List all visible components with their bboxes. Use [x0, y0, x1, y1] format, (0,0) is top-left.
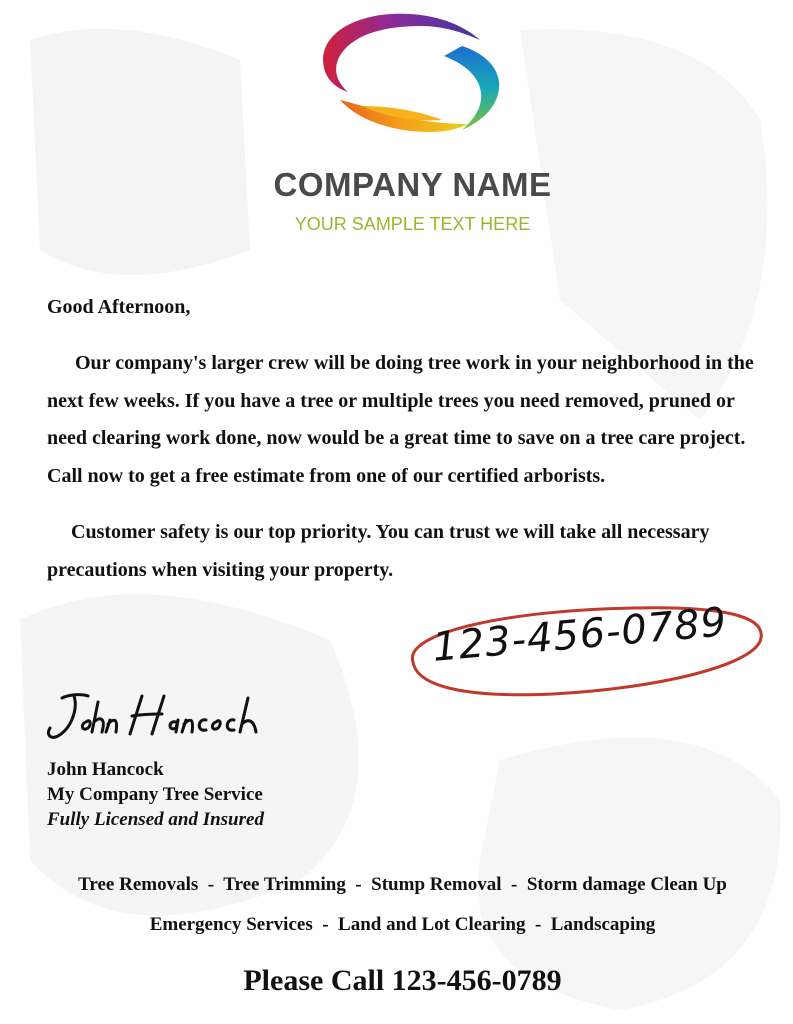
services-line-2: Emergency Services - Land and Lot Clearing - Landscaping [149, 914, 656, 935]
signer-name: John Hancock [47, 759, 164, 780]
signature-block [47, 757, 264, 832]
signer-credential: Fully Licensed and Insured [47, 809, 264, 830]
company-tagline: YOUR SAMPLE TEXT HERE [294, 214, 531, 234]
handwritten-signature [44, 688, 259, 743]
signer-company: My Company Tree Service [47, 784, 263, 805]
greeting: Good Afternoon, [47, 296, 191, 318]
letter-paragraph-2: Customer safety is our top priority. You can trust we will take all necessary precautions when visiting your property. [47, 521, 710, 581]
swirl-logo-icon [312, 6, 512, 141]
phone-callout[interactable]: 123-456-0789 [430, 599, 729, 671]
services-line-1: Tree Removals - Tree Trimming - Stump Removal - Storm damage Clean Up [78, 874, 727, 895]
letter-paragraph-1: Our company's larger crew will be doing tree work in your neighborhood in the next few weeks. If you have a tree or multiple trees you need removed, pruned or need clearing work done, now would be a great time to save on a tree care project. Call now to get a free estimate from one of our certified arborists. [47, 352, 754, 487]
call-to-action[interactable]: Please Call 123-456-0789 [243, 964, 562, 997]
company-name: COMPANY NAME [273, 166, 552, 203]
